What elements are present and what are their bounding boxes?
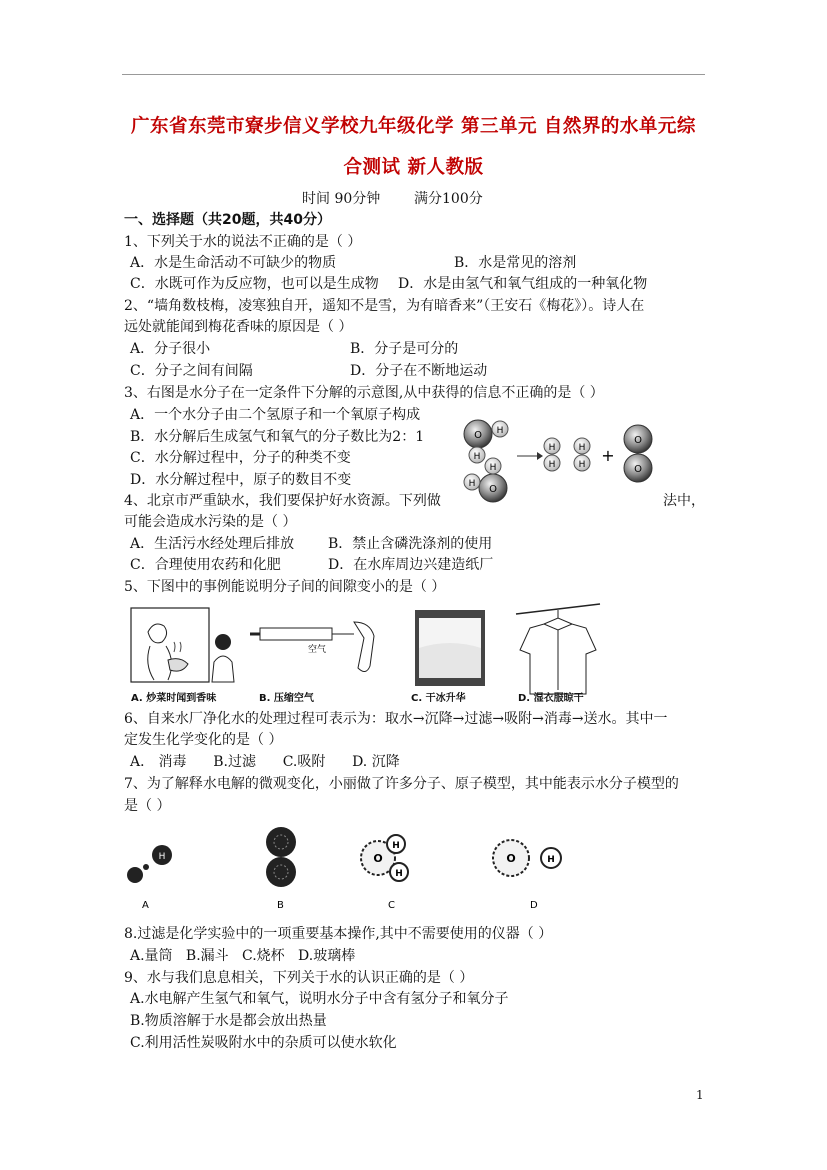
plus-sign: +	[601, 446, 615, 465]
q8-stem: 8.过滤是化学实验中的一项重要基本操作,其中不需要使用的仪器（ ）	[124, 926, 553, 942]
model-a-label: A	[142, 900, 149, 911]
svg-text:H: H	[548, 443, 556, 453]
q3-option-d: D．水分解过程中，原子的数目不变	[130, 472, 352, 488]
water-decomposition-diagram	[455, 412, 665, 507]
model-b	[266, 827, 296, 887]
exam-time: 时间 90分钟	[302, 191, 381, 207]
q8-options: A.量筒 B.漏斗 C.烧杯 D.玻璃棒	[130, 948, 356, 964]
q7-stem-line1: 7、为了解释水电解的微观变化，小丽做了许多分子、原子模型，其中能表示水分子模型的	[124, 776, 679, 792]
svg-text:O: O	[489, 484, 497, 495]
syringe-illustration	[250, 622, 374, 672]
q5-caption-c: C. 干冰升华	[411, 693, 466, 704]
oxygen-molecule	[624, 425, 652, 482]
q9-option-c: C.利用活性炭吸附水中的杂质可以使水软化	[130, 1035, 397, 1051]
model-a	[127, 845, 172, 883]
svg-text:O: O	[634, 464, 642, 475]
q5-stem: 5、下图中的事例能说明分子间的间隙变小的是（ ）	[124, 579, 446, 595]
svg-text:O: O	[506, 852, 516, 865]
svg-text:H: H	[496, 426, 504, 436]
q4-option-d: D．在水库周边兴建造纸厂	[328, 557, 494, 573]
svg-text:O: O	[474, 430, 482, 441]
q2-option-c: C．分子之间有间隔	[130, 363, 253, 379]
q9-option-a: A.水电解产生氢气和氧气，说明水分子中含有氢分子和氧分子	[130, 991, 509, 1007]
q2-option-a: A．分子很小	[130, 341, 211, 357]
water-molecule-1	[464, 420, 508, 463]
syringe-air-label: 空气	[308, 645, 327, 655]
q2-option-b: B．分子是可分的	[350, 341, 459, 357]
model-d	[493, 840, 561, 876]
reaction-arrow	[517, 452, 543, 460]
document-title-line2: 合测试 新人教版	[343, 157, 484, 178]
clothes-drying-illustration	[516, 604, 600, 694]
svg-text:H: H	[473, 452, 481, 462]
cooking-illustration	[131, 608, 234, 682]
svg-text:H: H	[468, 479, 476, 489]
q2-stem-line2: 远处就能闻到梅花香味的原因是（ ）	[124, 319, 353, 335]
model-c	[361, 835, 408, 881]
q4-option-c: C．合理使用农药和化肥	[130, 557, 281, 573]
svg-text:H: H	[392, 841, 400, 851]
svg-text:O: O	[634, 435, 642, 446]
q3-stem: 3、右图是水分子在一定条件下分解的示意图,从中获得的信息不正确的是（ ）	[124, 385, 604, 401]
exam-score: 满分100分	[414, 191, 483, 207]
q3-option-c: C．水分解过程中，分子的种类不变	[130, 450, 351, 466]
q5-caption-a: A. 炒菜时闻到香味	[131, 693, 217, 704]
q1-option-b: B．水是常见的溶剂	[454, 255, 577, 271]
svg-text:H: H	[578, 460, 586, 470]
water-molecule-2	[464, 458, 507, 502]
q1-option-a: A．水是生命活动不可缺少的物质	[130, 255, 337, 271]
document-title-line1: 广东省东莞市寮步信义学校九年级化学 第三单元 自然界的水单元综	[131, 116, 696, 137]
q6-options: A． 消毒 B.过滤 C.吸附 D. 沉降	[130, 754, 400, 770]
q7-stem-line2: 是（ ）	[124, 798, 171, 814]
q4-stem-line1-start: 4、北京市严重缺水，我们要保护好水资源。下列做	[124, 493, 441, 509]
q4-option-a: A．生活污水经处理后排放	[130, 536, 295, 552]
q2-stem-line1: 2、“墙角数枝梅，凌寒独自开，遥知不是雪，为有暗香来”（王安石《梅花》）。诗人在	[124, 298, 645, 314]
q1-stem: 1、下列关于水的说法不正确的是（ ）	[124, 234, 362, 250]
section-heading: 一、选择题（共20题，共40分）	[124, 212, 331, 228]
q3-option-b: B．水分解后生成氢气和氧气的分子数比为2：1	[130, 429, 425, 445]
svg-text:H: H	[158, 852, 166, 862]
q7-molecule-models	[124, 820, 574, 915]
q1-option-d: D．水是由氢气和氧气组成的一种氧化物	[398, 276, 648, 292]
model-b-label: B	[277, 900, 284, 911]
dry-ice-illustration	[415, 610, 485, 686]
model-d-label: D	[530, 900, 538, 911]
hydrogen-molecules	[544, 438, 590, 471]
q3-option-a: A．一个水分子由二个氢原子和一个氧原子构成	[130, 407, 421, 423]
q4-stem-line2: 可能会造成水污染的是（ ）	[124, 514, 297, 530]
q1-option-c: C．水既可作为反应物，也可以是生成物	[130, 276, 379, 292]
svg-text:H: H	[395, 869, 403, 879]
q6-stem-line1: 6、自来水厂净化水的处理过程可表示为：取水→沉降→过滤→吸附→消毒→送水。其中一	[124, 711, 668, 727]
svg-text:H: H	[547, 855, 555, 865]
header-rule	[122, 74, 705, 75]
q6-stem-line2: 定发生化学变化的是（ ）	[124, 732, 283, 748]
q9-option-b: B.物质溶解于水是都会放出热量	[130, 1013, 327, 1029]
q5-caption-d: D. 湿衣服晾干	[518, 693, 584, 704]
q4-stem-line1-end: 法中，	[663, 493, 705, 509]
q2-option-d: D．分子在不断地运动	[350, 363, 488, 379]
svg-text:O: O	[373, 852, 383, 865]
model-c-label: C	[388, 900, 395, 911]
svg-text:H: H	[489, 463, 497, 473]
svg-text:H: H	[548, 460, 556, 470]
q9-stem: 9、水与我们息息相关，下列关于水的认识正确的是（ ）	[124, 970, 474, 986]
page-number: 1	[696, 1088, 704, 1102]
q4-option-b: B．禁止含磷洗涤剂的使用	[328, 536, 493, 552]
q5-caption-b: B. 压缩空气	[259, 693, 314, 704]
svg-text:H: H	[578, 443, 586, 453]
q5-figure-strip	[128, 602, 613, 702]
